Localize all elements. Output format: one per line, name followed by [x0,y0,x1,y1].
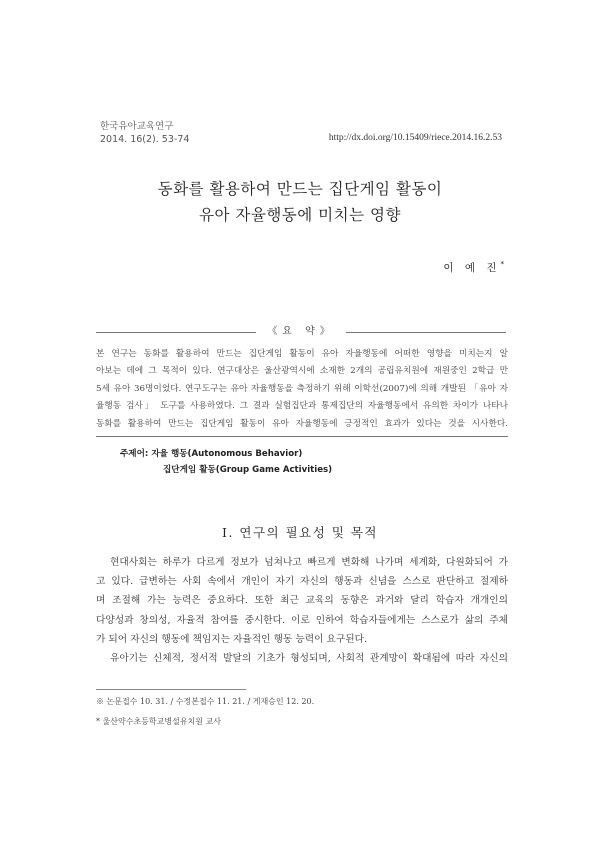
body-line: 가 되어 자신의 행동에 책임지는 자율적인 행동 능력이 요구된다. [96,633,368,645]
keywords [120,446,332,478]
journal-header [100,120,189,146]
abstract-line: 율행동 검사」 도구를 사용하였다. 그 결과 실험집단과 통제집단의 자율행동에서 유의한 차이가 나타나 [96,401,508,412]
footnote-rule [96,689,246,690]
body-line: 며 조절해 가는 능력은 중요하다. 또한 최근 교육의 동향은 과거와 달리 학습자 개개인의 [96,595,508,607]
abstract-line: 동화를 활용하여 만드는 집단게임 활동이 유아 자율행동에 긍정적인 효과가 있다는 것을 시사한다. [96,418,508,429]
abstract-line: 아보는 데에 그 목적이 있다. 연구대상은 울산광역시에 소재한 2개의 공립유치원에 재원중인 2학급 만 [96,366,508,377]
footnote-affiliation: * 울산약수초등학교병설유치원 교사 [96,717,222,726]
body-line: 고 있다. 급변하는 사회 속에서 개인이 자기 자신의 행동과 신념을 스스로 판단하고 절제하 [96,576,508,588]
section-title: Ⅰ. 연구의 필요성 및 목적 [222,525,378,540]
doi-link[interactable]: http://dx.doi.org/10.15409/riece.2014.16.2.53 [328,133,502,143]
keywords-label: 주제어: [120,449,149,459]
abstract-bottom-rule [96,436,508,437]
volume-pages: 2014. 16(2). 53-74 [100,134,190,145]
body-line: 다양성과 창의성, 자율적 참여를 중시한다. 이로 인하여 학습자들에게는 스스로가 삶의 주체 [96,614,508,626]
author [443,260,504,275]
keyword-item: 집단게임 활동(Group Game Activities) [163,465,333,475]
body-line: 현대사회는 하루가 다르게 정보가 넘쳐나고 빠르게 변화해 나가며 세계화, 다원화되어 가 [110,557,508,568]
journal-name: 한국유아교육연구 [100,121,174,132]
title-line-2: 유아 자율행동에 미치는 영향 [199,206,401,224]
abstract-heading [96,326,506,338]
paper-title [0,176,600,228]
footnote-dates: ※ 논문접수 10. 31. / 수정본접수 11. 21. / 게재승인 12. 20. [96,697,315,706]
abstract-body [96,346,508,433]
author-name: 이 예 진 [443,262,501,274]
body-line: 유아기는 신체적, 정서적 발달의 기초가 형성되며, 사회적 관계망이 확대됨에 따라 자신의 [110,653,508,665]
section-body [96,553,508,668]
abstract-label: 《요 약》 [267,326,335,337]
title-line-1: 동화를 활용하여 만드는 집단게임 활동이 [157,180,443,198]
author-footnote-mark: * [500,260,504,269]
footnotes [96,692,314,732]
abstract-line: 본 연구는 동화를 활용하여 만드는 집단게임 활동이 유아 자율행동에 어떠한 영향을 미치는지 알 [96,349,508,359]
keyword-item: 자율 행동(Autonomous Behavior) [151,449,303,459]
abstract-line: 5세 유아 36명이었다. 연구도구는 유아 자율행동을 측정하기 위해 이학선(2007)에 의해 개발된 「유아 자 [96,383,508,394]
